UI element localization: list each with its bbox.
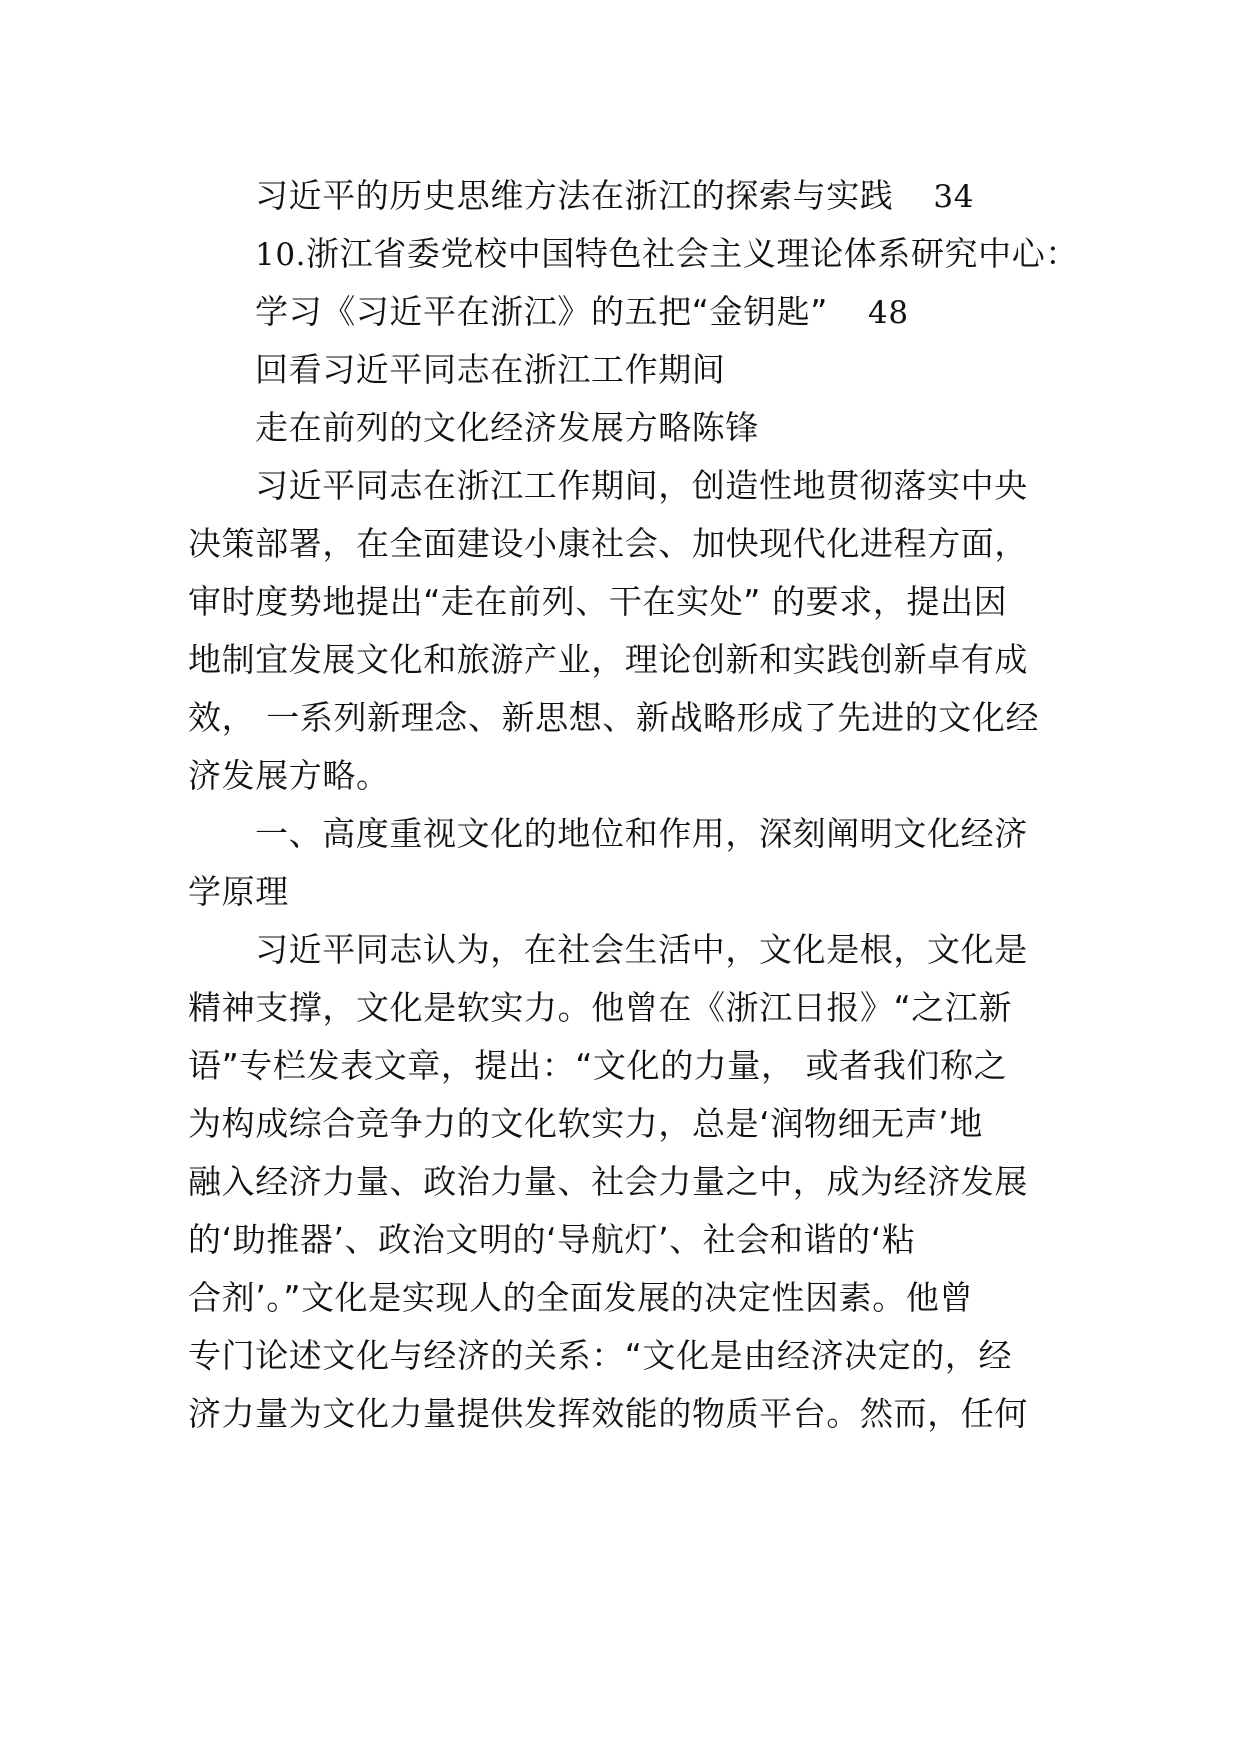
body-line: 地制宜发展文化和旅游产业，理论创新和实践创新卓有成 — [188, 640, 1028, 679]
body-line: 专门论述文化与经济的关系：“文化是由经济决定的，经 — [188, 1336, 1013, 1375]
body-line: 济发展方略。 — [188, 756, 390, 795]
body-line: 决策部署，在全面建设小康社会、加快现代化进程方面， — [188, 524, 1028, 563]
body-line: 的‘助推器’、政治文明的‘导航灯’、社会和谐的‘粘 — [188, 1220, 916, 1259]
body-line: 习近平同志在浙江工作期间，创造性地贯彻落实中央 — [255, 466, 1028, 505]
toc-entry-2-author: 浙江省委党校中国特色社会主义理论体系研究中心： — [306, 234, 1079, 273]
toc-entry-2-page: 48 — [868, 295, 909, 331]
toc-entry-2-number: 10. — [255, 237, 307, 273]
body-line: 济力量为文化力量提供发挥效能的物质平台。然而，任何 — [188, 1394, 1028, 1433]
body-line: 审时度势地提出“走在前列、干在实处” 的要求，提出因 — [188, 582, 1008, 621]
body-line: 融入经济力量、政治力量、社会力量之中，成为经济发展 — [188, 1162, 1028, 1201]
section-heading-line: 一、高度重视文化的地位和作用，深刻阐明文化经济 — [255, 814, 1028, 853]
body-line: 合剂’。”文化是实现人的全面发展的决定性因素。他曾 — [188, 1278, 974, 1317]
toc-entry-2-author-line — [255, 234, 1135, 275]
section-heading-line: 学原理 — [188, 872, 289, 911]
article-title-line-1: 回看习近平同志在浙江工作期间 — [255, 350, 726, 389]
body-line: 精神支撑，文化是软实力。他曾在《浙江日报》“之江新 — [188, 988, 1013, 1027]
toc-entry-1-title: 习近平的历史思维方法在浙江的探索与实践 — [255, 176, 894, 215]
toc-entry-2 — [255, 292, 1135, 333]
body-line: 效， 一系列新理念、新思想、新战略形成了先进的文化经 — [188, 698, 1040, 737]
article-title-line-2: 走在前列的文化经济发展方略陈锋 — [255, 408, 759, 447]
body-line: 为构成综合竞争力的文化软实力，总是‘润物细无声’地 — [188, 1104, 983, 1143]
body-line: 语”专栏发表文章，提出：“文化的力量， 或者我们称之 — [188, 1046, 1008, 1085]
toc-entry-1 — [255, 176, 1135, 217]
body-line: 习近平同志认为，在社会生活中，文化是根，文化是 — [255, 930, 1028, 969]
toc-entry-1-page: 34 — [933, 179, 975, 215]
toc-entry-2-title: 学习《习近平在浙江》的五把“金钥匙” — [255, 292, 828, 331]
